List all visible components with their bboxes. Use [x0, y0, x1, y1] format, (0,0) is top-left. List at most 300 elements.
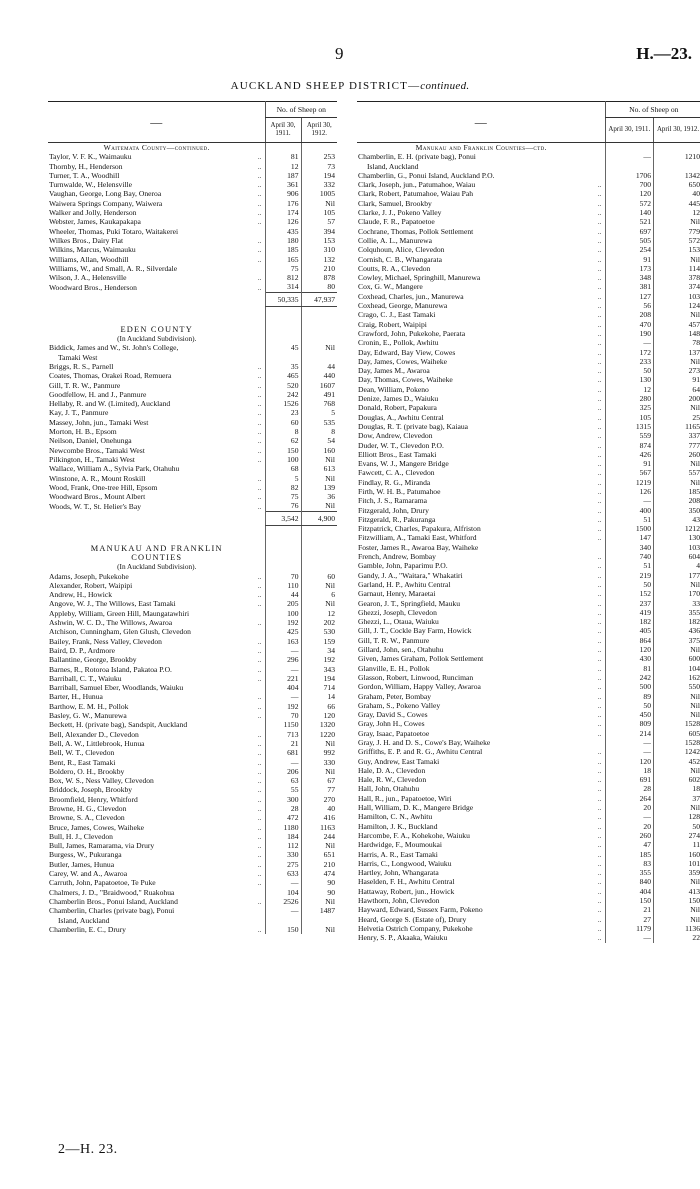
sheep-1911: 184 — [265, 832, 301, 841]
leader-dots: .. — [597, 291, 602, 301]
owner-name-text: Hayward, Edward, Sussex Farm, Pokeno — [358, 905, 483, 915]
sheep-1911: 426 — [605, 450, 653, 459]
owner-name — [48, 418, 265, 427]
table-row — [48, 427, 337, 436]
sheep-1912: Nil — [654, 905, 700, 914]
total-1911: 3,542 — [265, 511, 301, 525]
owner-name — [357, 255, 605, 264]
owner-name — [48, 208, 265, 217]
leader-dots: .. — [597, 496, 602, 506]
owner-name-text: Haselden, F. H., Awhitu Central — [358, 877, 455, 887]
leader-dots: .. — [257, 417, 262, 427]
owner-name — [357, 301, 605, 310]
owner-name-text: Briggs, R. S., Parnell — [49, 361, 114, 371]
table-row — [357, 496, 700, 505]
sheep-1911: 840 — [605, 877, 653, 886]
owner-name-text: Henry, S. P., Akaaka, Waiuku — [358, 933, 448, 943]
owner-name-text: Winstone, A. R., Mount Roskill — [49, 473, 146, 483]
sheep-1912: 60 — [301, 572, 337, 581]
sheep-1912: 604 — [654, 552, 700, 561]
sheep-1911: — — [605, 933, 653, 942]
table-row — [48, 748, 337, 757]
sheep-1912: 185 — [654, 487, 700, 496]
table-row — [357, 329, 700, 338]
owner-name-text: Chamberlin, E. C., Drury — [49, 924, 126, 934]
leader-dots: .. — [257, 729, 262, 739]
table-row — [48, 217, 337, 226]
owner-name — [48, 730, 265, 739]
sheep-1911: 713 — [265, 730, 301, 739]
total-1912: 47,937 — [301, 292, 337, 306]
sheep-1911: 355 — [605, 868, 653, 877]
owner-name — [357, 571, 605, 580]
leader-dots: .. — [597, 561, 602, 571]
sheep-1912: 57 — [301, 217, 337, 226]
sheep-1911: 559 — [605, 431, 653, 440]
leader-dots: .. — [597, 310, 602, 320]
table-row — [357, 152, 700, 161]
owner-name-text: Clark, Robert, Patumahoe, Waiau Pah — [358, 189, 474, 199]
sheep-1912: 1528 — [654, 719, 700, 728]
sheep-1912: Nil — [301, 925, 337, 934]
owner-name — [48, 381, 265, 390]
sheep-1912: 25 — [654, 413, 700, 422]
sheep-1911: 192 — [265, 618, 301, 627]
page-title-suffix: continued. — [420, 80, 470, 92]
owner-name-text: Bell, W. T., Clevedon — [49, 748, 115, 758]
sheep-1911: 348 — [605, 273, 653, 282]
sheep-1912: 350 — [654, 506, 700, 515]
table-row — [48, 637, 337, 646]
sheep-1912: 162 — [654, 673, 700, 682]
sheep-1911: 51 — [605, 561, 653, 570]
owner-name-text: Craig, Robert, Waipipi — [358, 319, 427, 329]
owner-name — [357, 710, 605, 719]
sheep-1911: 91 — [605, 459, 653, 468]
table-row — [48, 720, 337, 729]
owner-name-text: Chamberlin, E. H. (private bag), Ponui — [358, 152, 476, 162]
leader-dots: .. — [597, 710, 602, 720]
sheep-1911: 465 — [265, 371, 301, 380]
table-row — [48, 646, 337, 655]
owner-name-text: Cornish, C. B., Whangarata — [358, 254, 443, 264]
table-row — [357, 877, 700, 886]
spacer-row — [48, 525, 337, 544]
leader-dots: .. — [257, 408, 262, 418]
sheep-1911: 1219 — [605, 478, 653, 487]
table-row — [357, 189, 700, 198]
owner-name-text: Andrew, H., Howick — [49, 590, 112, 600]
sheep-1911: 187 — [265, 171, 301, 180]
owner-name-text: Carruth, John, Papatoetoe, Te Puke — [49, 878, 156, 888]
owner-name — [357, 292, 605, 301]
owner-name — [48, 785, 265, 794]
sheep-1911: 874 — [605, 441, 653, 450]
table-row — [357, 933, 700, 942]
owner-name — [48, 823, 265, 832]
sheep-1912: Nil — [301, 199, 337, 208]
section-heading-row — [48, 334, 337, 343]
table-row — [48, 665, 337, 674]
owner-name-text: Pilkington, H., Tamaki West — [49, 454, 135, 464]
table-row — [357, 441, 700, 450]
sheep-1911: 233 — [605, 357, 653, 366]
owner-name-text: Woodward Bros., Henderson — [49, 282, 137, 292]
table-row — [357, 524, 700, 533]
sheep-1911: 400 — [605, 506, 653, 515]
owner-name-text: Cochrane, Thomas, Pollok Settlement — [358, 226, 474, 236]
sheep-1911: 296 — [265, 655, 301, 664]
sheep-1912: 160 — [654, 850, 700, 859]
leader-dots: .. — [257, 152, 262, 162]
sheep-1912: Nil — [301, 767, 337, 776]
table-row — [357, 812, 700, 821]
owner-name — [48, 446, 265, 455]
owner-name-text: Biddick, James and W., St. John's College, — [49, 343, 179, 353]
leader-dots: .. — [257, 371, 262, 381]
owner-name — [48, 180, 265, 189]
table-row — [48, 162, 337, 171]
year-1912-header: April 30, 1912. — [654, 118, 700, 143]
owner-name-text: Butler, James, Hunua — [49, 859, 115, 869]
sheep-1912: 101 — [654, 859, 700, 868]
owner-name — [48, 720, 265, 729]
sheep-1911: 340 — [605, 543, 653, 552]
leader-dots: .. — [257, 711, 262, 721]
leader-dots: .. — [257, 389, 262, 399]
sheep-1911: 425 — [265, 627, 301, 636]
year-1912-header: April 30, 1912. — [301, 118, 337, 143]
leader-dots: .. — [597, 263, 602, 273]
table-row — [48, 501, 337, 511]
empty-cell — [301, 334, 337, 343]
sheep-1911: 812 — [265, 273, 301, 282]
owner-name-text: Tamaki West — [58, 352, 98, 362]
section-heading: (In Auckland Subdivision). — [117, 334, 197, 344]
sheep-1912: 602 — [654, 775, 700, 784]
leader-dots: .. — [597, 830, 602, 840]
owner-name-text: Graham, Peter, Bombay — [358, 691, 432, 701]
sheep-1912: 535 — [301, 418, 337, 427]
sheep-1911: 280 — [605, 394, 653, 403]
owner-name — [48, 343, 265, 352]
owner-name-text: Burgess, W., Pukuranga — [49, 850, 122, 860]
page-title — [0, 80, 700, 92]
table-row — [357, 887, 700, 896]
sheep-count-header: No. of Sheep on — [605, 102, 700, 118]
leader-dots: .. — [257, 380, 262, 390]
sheep-1912: 6 — [301, 590, 337, 599]
leader-dots: .. — [257, 599, 262, 609]
owner-name-text: Hamilton, C. N., Awhitu — [358, 812, 433, 822]
leader-dots: .. — [597, 273, 602, 283]
owner-name-text: Dow, Andrew, Clevedon — [358, 431, 433, 441]
leader-dots: .. — [257, 217, 262, 227]
sheep-1912: 124 — [654, 301, 700, 310]
sheep-1912: 192 — [301, 655, 337, 664]
table-row — [48, 464, 337, 473]
sheep-1911: 91 — [605, 255, 653, 264]
year-1911-header: April 30, 1911. — [265, 118, 301, 143]
table-row — [357, 459, 700, 468]
sheep-1912: Nil — [654, 580, 700, 589]
leader-dots: .. — [257, 454, 262, 464]
sheep-1911: 221 — [265, 674, 301, 683]
owner-name — [357, 692, 605, 701]
owner-name — [48, 436, 265, 445]
owner-name — [357, 812, 605, 821]
sheep-1912: 1136 — [654, 924, 700, 933]
sheep-1912: 605 — [654, 729, 700, 738]
owner-name-text: Briddock, Joseph, Brookby — [49, 785, 133, 795]
owner-name-text: Taylor, V. F. K., Waimauku — [49, 152, 132, 162]
sheep-1911: 104 — [265, 888, 301, 897]
sheep-1911: 83 — [605, 859, 653, 868]
owner-name — [48, 758, 265, 767]
owner-name — [357, 180, 605, 189]
owner-name — [357, 803, 605, 812]
table-row — [48, 841, 337, 850]
section-heading: MANUKAU AND FRANKLIN — [90, 543, 223, 553]
owner-name — [48, 464, 265, 473]
sheep-1912: 18 — [654, 784, 700, 793]
sheep-1912: 64 — [654, 385, 700, 394]
leader-dots: .. — [257, 850, 262, 860]
table-row — [357, 784, 700, 793]
owner-name-text: Fitzwilliam, A., Tamaki East, Whitford — [358, 533, 477, 543]
section-heading-row — [48, 325, 337, 334]
sheep-1912: 194 — [301, 674, 337, 683]
leader-dots: .. — [257, 878, 262, 888]
leader-dots: .. — [597, 449, 602, 459]
sheep-1912: Nil — [301, 739, 337, 748]
owner-name — [357, 729, 605, 738]
owner-name — [48, 683, 265, 692]
table-row — [48, 785, 337, 794]
sheep-1911: 405 — [605, 626, 653, 635]
owner-name — [357, 877, 605, 886]
owner-name-text: Waiwera Springs Company, Waiwera — [49, 198, 163, 208]
table-row — [48, 264, 337, 273]
table-row — [357, 245, 700, 254]
table-row — [357, 747, 700, 756]
owner-name-text: Douglas, A., Awhitu Central — [358, 412, 444, 422]
leader-dots: .. — [257, 482, 262, 492]
total-label-cell — [48, 511, 265, 525]
sheep-1912: 274 — [654, 831, 700, 840]
leader-dots: .. — [597, 394, 602, 404]
owner-name — [357, 747, 605, 756]
total-1911: 50,335 — [265, 292, 301, 306]
table-row — [357, 692, 700, 701]
owner-name-text: Barriball, Samuel Eber, Woodlands, Waiuku — [49, 683, 184, 693]
owner-name-text: Wallace, William A., Sylvia Park, Otahuhu — [49, 464, 180, 474]
spacer-cell — [265, 525, 301, 544]
right-sheep-table — [357, 101, 700, 943]
table-row — [357, 199, 700, 208]
sheep-1912: 132 — [301, 255, 337, 264]
sheep-1912: 208 — [654, 496, 700, 505]
owner-name-text: Williams, W., and Small, A. R., Silverdale — [49, 263, 178, 273]
owner-name — [48, 637, 265, 646]
owner-name — [48, 711, 265, 720]
owner-name-text: Kay, J. T., Panmure — [49, 408, 109, 418]
table-row — [48, 282, 337, 292]
sheep-1912: 1005 — [301, 189, 337, 198]
leader-dots: .. — [257, 571, 262, 581]
owner-name-text: Griffiths, E. P. and R. G., Awhitu Central — [358, 747, 483, 757]
table-row — [48, 446, 337, 455]
table-row — [357, 738, 700, 747]
table-row — [357, 664, 700, 673]
leader-dots: .. — [597, 254, 602, 264]
owner-name — [357, 933, 605, 942]
sheep-1912: 22 — [654, 933, 700, 942]
sheep-1911: — — [265, 665, 301, 674]
owner-name — [48, 162, 265, 171]
owner-name-text: Claude, F. R., Papatoetoe — [358, 217, 435, 227]
sheep-1911: 165 — [265, 255, 301, 264]
owner-name — [48, 255, 265, 264]
sheep-1911: 192 — [265, 702, 301, 711]
sheep-1911: 120 — [605, 645, 653, 654]
table-row — [357, 608, 700, 617]
sheep-1911: 314 — [265, 282, 301, 292]
sheep-1912: 177 — [654, 571, 700, 580]
leader-dots: .. — [597, 208, 602, 218]
owner-name-text: Firth, W. H. B., Patumahoe — [358, 486, 441, 496]
table-row — [357, 506, 700, 515]
owner-name-text: Coutts, R. A., Clevedon — [358, 263, 431, 273]
leader-dots: .. — [257, 180, 262, 190]
sheep-1911: 176 — [265, 199, 301, 208]
owner-name-text: Fitch, J. S., Ramarama — [358, 496, 427, 506]
owner-name — [357, 589, 605, 598]
section-heading: Waitemata County—continued. — [103, 143, 210, 152]
sheep-1912: 37 — [654, 794, 700, 803]
owner-name — [357, 645, 605, 654]
table-row — [48, 199, 337, 208]
leader-dots: .. — [257, 655, 262, 665]
empty-cell — [265, 553, 301, 562]
sheep-1912: Nil — [654, 710, 700, 719]
owner-name — [48, 236, 265, 245]
sheep-1912: 200 — [654, 394, 700, 403]
owner-name — [48, 581, 265, 590]
owner-name-text: Hall, William, D. K., Mangere Bridge — [358, 803, 474, 813]
owner-name — [48, 832, 265, 841]
owner-name-text: Cowley, Michael, Springhill, Manurewa — [358, 273, 481, 283]
empty-cell — [265, 143, 301, 153]
table-row — [357, 255, 700, 264]
owner-name-text: Coxhead, George, Manurewa — [358, 301, 448, 311]
leader-dots: .. — [257, 692, 262, 702]
empty-cell — [265, 325, 301, 334]
sheep-1912: 44 — [301, 362, 337, 371]
table-row — [357, 599, 700, 608]
sheep-1911: 112 — [265, 841, 301, 850]
owner-name-text: Wilkes Bros., Dairy Flat — [49, 235, 124, 245]
table-row — [357, 431, 700, 440]
sheep-1912: 332 — [301, 180, 337, 189]
sheep-1911: 237 — [605, 599, 653, 608]
owner-name — [48, 916, 265, 925]
table-row — [357, 803, 700, 812]
leader-dots: .. — [597, 282, 602, 292]
right-column — [357, 101, 700, 943]
sheep-1912: 1210 — [654, 152, 700, 161]
table-row — [48, 888, 337, 897]
leader-dots: .. — [597, 691, 602, 701]
owner-name — [48, 474, 265, 483]
owner-name — [357, 738, 605, 747]
table-row — [48, 189, 337, 198]
leader-dots: .. — [597, 468, 602, 478]
table-row — [48, 804, 337, 813]
sheep-1912: 12 — [654, 208, 700, 217]
owner-name-text: Wilson, J. A., Helensville — [49, 273, 127, 283]
table-row — [357, 915, 700, 924]
owner-name — [48, 702, 265, 711]
sheep-1911 — [265, 353, 301, 362]
owner-name-text: Atchison, Cunningham, Glen Glush, Clevedon — [49, 627, 191, 637]
owner-name — [357, 441, 605, 450]
sheep-1912: Nil — [301, 474, 337, 483]
sheep-1911: 700 — [605, 180, 653, 189]
sheep-1912 — [301, 916, 337, 925]
owner-name-text: Island, Auckland — [58, 915, 110, 925]
sheep-1911: 21 — [605, 905, 653, 914]
sheep-1912: 878 — [301, 273, 337, 282]
leader-dots: .. — [257, 273, 262, 283]
table-row — [357, 217, 700, 226]
table-row — [48, 492, 337, 501]
sheep-1911 — [605, 162, 653, 171]
owner-name — [357, 701, 605, 710]
owner-name — [48, 795, 265, 804]
owner-name — [48, 189, 265, 198]
owner-name — [48, 925, 265, 934]
leader-dots: .. — [597, 849, 602, 859]
owner-name-text: Day, Thomas, Cowes, Waiheke — [358, 375, 453, 385]
sheep-1912: 114 — [654, 264, 700, 273]
table-row — [357, 757, 700, 766]
sheep-1912: 40 — [301, 804, 337, 813]
sheep-1912: 651 — [301, 850, 337, 859]
owner-column-header: — — [357, 102, 605, 143]
sheep-1912: 12 — [301, 609, 337, 618]
owner-name-text: Hall, R., jun., Papatoetoe, Wiri — [358, 793, 452, 803]
leader-dots: .. — [597, 347, 602, 357]
leader-dots: .. — [597, 858, 602, 868]
sheep-1912: 572 — [654, 236, 700, 245]
leader-dots: .. — [597, 198, 602, 208]
owner-name — [357, 506, 605, 515]
table-row — [357, 282, 700, 291]
table-row — [48, 436, 337, 445]
sheep-1911 — [265, 916, 301, 925]
empty-cell — [301, 325, 337, 334]
sheep-1911: — — [605, 338, 653, 347]
sheep-1912: 1163 — [301, 823, 337, 832]
owner-name — [357, 217, 605, 226]
table-row — [357, 264, 700, 273]
sheep-1911: 60 — [265, 418, 301, 427]
table-row — [48, 245, 337, 254]
leader-dots: .. — [597, 663, 602, 673]
sheep-1912: 90 — [301, 888, 337, 897]
leader-dots: .. — [597, 301, 602, 311]
